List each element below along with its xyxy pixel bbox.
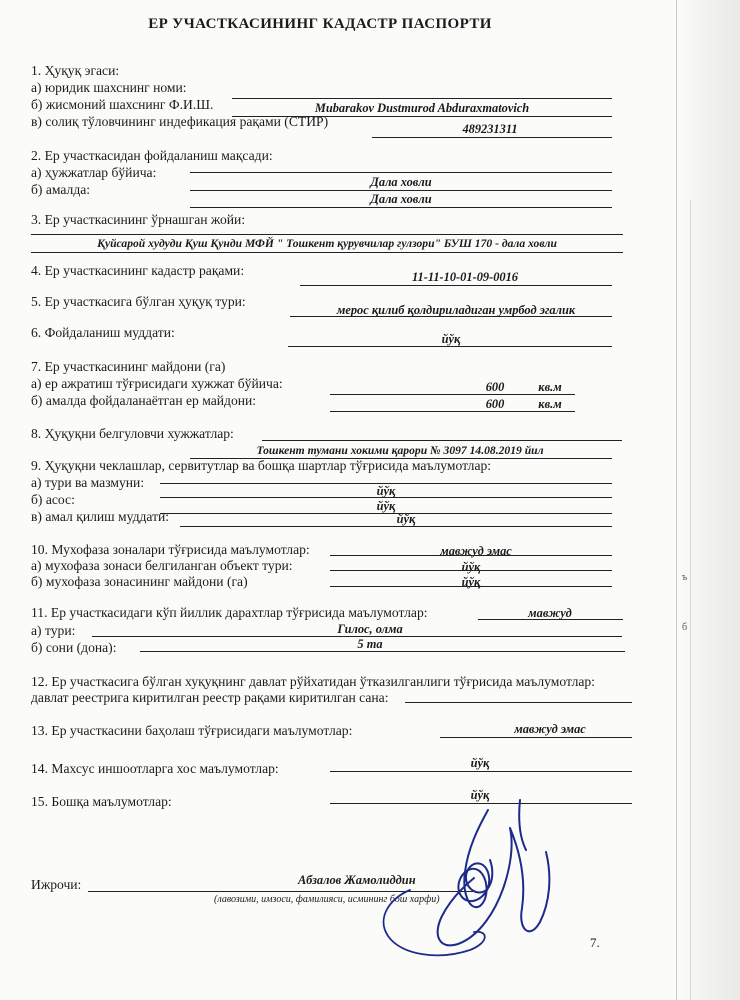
s7-heading: 7. Ер участкасининг майдони (га) [31, 359, 226, 374]
s4-value: 11-11-10-01-09-0016 [412, 270, 518, 284]
s2-heading: 2. Ер участкасидан фойдаланиш мақсади: [31, 148, 273, 163]
s2-a-line-top [190, 172, 612, 173]
s1-heading: 1. Ҳуқуқ эгаси: [31, 63, 120, 78]
s5-label: 5. Ер участкасига бўлган ҳуқуқ тури: [31, 294, 246, 309]
s3-heading: 3. Ер участкасининг ўрнашган жойи: [31, 212, 246, 227]
edge-mark-1: ъ [682, 572, 688, 583]
s6-label: 6. Фойдаланиш муддати: [31, 325, 175, 340]
s9-c-value: йўқ [396, 512, 416, 526]
s10-a-label: а) мухофаза зонаси белгиланган объект тури: [31, 558, 293, 573]
s7-b-line [330, 411, 575, 412]
s2-a-value: Дала ховли [370, 175, 432, 189]
s11-b-label: б) сони (дона): [31, 640, 117, 655]
s10-b-label: б) мухофаза зонасининг майдони (га) [31, 574, 248, 589]
s11-a-value: Гилос, олма [337, 622, 403, 636]
s10-line [330, 555, 612, 556]
s3-line-top [31, 234, 623, 235]
s12-line2: давлат реестрига киритилган реестр рақами киритилган сана: [31, 690, 389, 705]
s11-label: 11. Ер участкасидаги кўп йиллик дарахтлар тўғрисида маълумотлар: [31, 605, 428, 620]
s10-a-value: йўқ [461, 560, 481, 574]
s7-a-value: 600 [485, 380, 505, 394]
s10-b-value: йўқ [461, 575, 481, 589]
executor-note: (лавозими, имзоси, фамилияси, исмининг бош харфи) [214, 894, 440, 905]
page-edge-shadow [678, 0, 740, 1000]
s10-a-line [330, 570, 612, 571]
page-edge-line-2 [690, 200, 691, 1000]
s11-a-label: а) тури: [31, 623, 76, 638]
s8-value: Тошкент тумани хокими қарори № 3097 14.08.2019 йил [256, 444, 544, 457]
s13-line [440, 737, 632, 738]
s6-value: йўқ [441, 332, 461, 346]
s7-a-unit: кв.м [538, 380, 562, 394]
s7-a-line [330, 394, 575, 395]
s1-c-label: в) солиқ тўловчининг индефикация рақами (СТИР) [31, 114, 329, 129]
s1-c-value: 489231311 [462, 122, 518, 136]
page-number: 7. [590, 935, 600, 950]
s11-b-line [140, 651, 625, 652]
signature-scribble [370, 790, 590, 970]
executor-name: Абзалов Жамолиддин [298, 873, 416, 887]
s7-b-unit: кв.м [538, 397, 562, 411]
s2-b-label: б) амалда: [31, 182, 91, 197]
s14-value: йўқ [470, 756, 490, 770]
s15-label: 15. Бошқа маълумотлар: [31, 794, 172, 809]
s2-b-line-top [190, 190, 612, 191]
s12-line1: 12. Ер участкасига бўлган хуқуқнинг давлат рўйхатидан ўтказилганлиги тўғрисида маълумотлар: [31, 674, 595, 689]
s9-a-line [160, 497, 612, 498]
s7-b-label: б) амалда фойдаланаётган ер майдони: [31, 393, 257, 408]
s1-b-value: Mubarakov Dustmurod Abduraxmatovich [314, 101, 530, 115]
s13-label: 13. Ер участкасини баҳолаш тўғрисидаги маълумотлар: [31, 723, 353, 738]
s6-line [288, 346, 612, 347]
s9-b-label: б) асос: [31, 492, 75, 507]
s13-value: мавжуд эмас [514, 722, 586, 736]
s2-a-label: а) ҳужжатлар бўйича: [31, 165, 157, 180]
s10-label: 10. Мухофаза зоналари тўғрисида маълумотлар: [31, 542, 310, 557]
s11-value: мавжуд [528, 606, 572, 620]
s1-c-line [372, 137, 612, 138]
s3-line [31, 252, 623, 253]
s9-a-label: а) тури ва мазмуни: [31, 475, 145, 490]
executor-label: Ижрочи: [31, 877, 82, 892]
s5-value: мерос қилиб қолдириладиган умрбод эгалик [336, 303, 576, 317]
s15-value: йўқ [470, 788, 490, 802]
s9-b-value: йўқ [376, 499, 396, 513]
s2-b-line [190, 207, 612, 208]
s10-b-line [330, 586, 612, 587]
s14-label: 14. Махсус иншоотларга хос маълумотлар: [31, 761, 279, 776]
s5-line [290, 316, 612, 317]
s4-label: 4. Ер участкасининг кадастр рақами: [31, 263, 245, 278]
s2-b-value: Дала ховли [370, 192, 432, 206]
document-title: ЕР УЧАСТКАСИНИНГ КАДАСТР ПАСПОРТИ [148, 16, 492, 32]
s3-value: Қуйсарой худуди Қуш Қунди МФЙ " Тошкент қурувчилар гулзори" БУШ 170 - дала ховли [97, 237, 557, 250]
s11-b-value: 5 та [357, 637, 383, 651]
s9-heading: 9. Ҳуқуқни чеклашлар, сервитутлар ва бошқа шартлар тўғрисида маълумотлар: [31, 458, 492, 473]
s9-c-line [180, 526, 612, 527]
s1-a-label: а) юридик шахснинг номи: [31, 80, 187, 95]
s10-value: мавжуд эмас [440, 544, 512, 558]
s1-a-line [232, 98, 612, 99]
s7-a-label: а) ер ажратиш тўғрисидаги хужжат бўйича: [31, 376, 283, 391]
s9-a-value: йўқ [376, 484, 396, 498]
s14-line [330, 771, 632, 772]
s9-c-label: в) амал қилиш муддати: [31, 509, 170, 524]
s11-line [478, 619, 623, 620]
s7-b-value: 600 [485, 397, 505, 411]
edge-mark-2: б [682, 622, 688, 633]
s8-label: 8. Ҳуқуқни белгуловчи хужжатлар: [31, 426, 234, 441]
s12-line [405, 702, 632, 703]
s1-b-label: б) жисмоний шахснинг Ф.И.Ш. [31, 97, 214, 112]
s4-line [300, 285, 612, 286]
page-edge-line [676, 0, 677, 1000]
s8-line-top [262, 440, 622, 441]
